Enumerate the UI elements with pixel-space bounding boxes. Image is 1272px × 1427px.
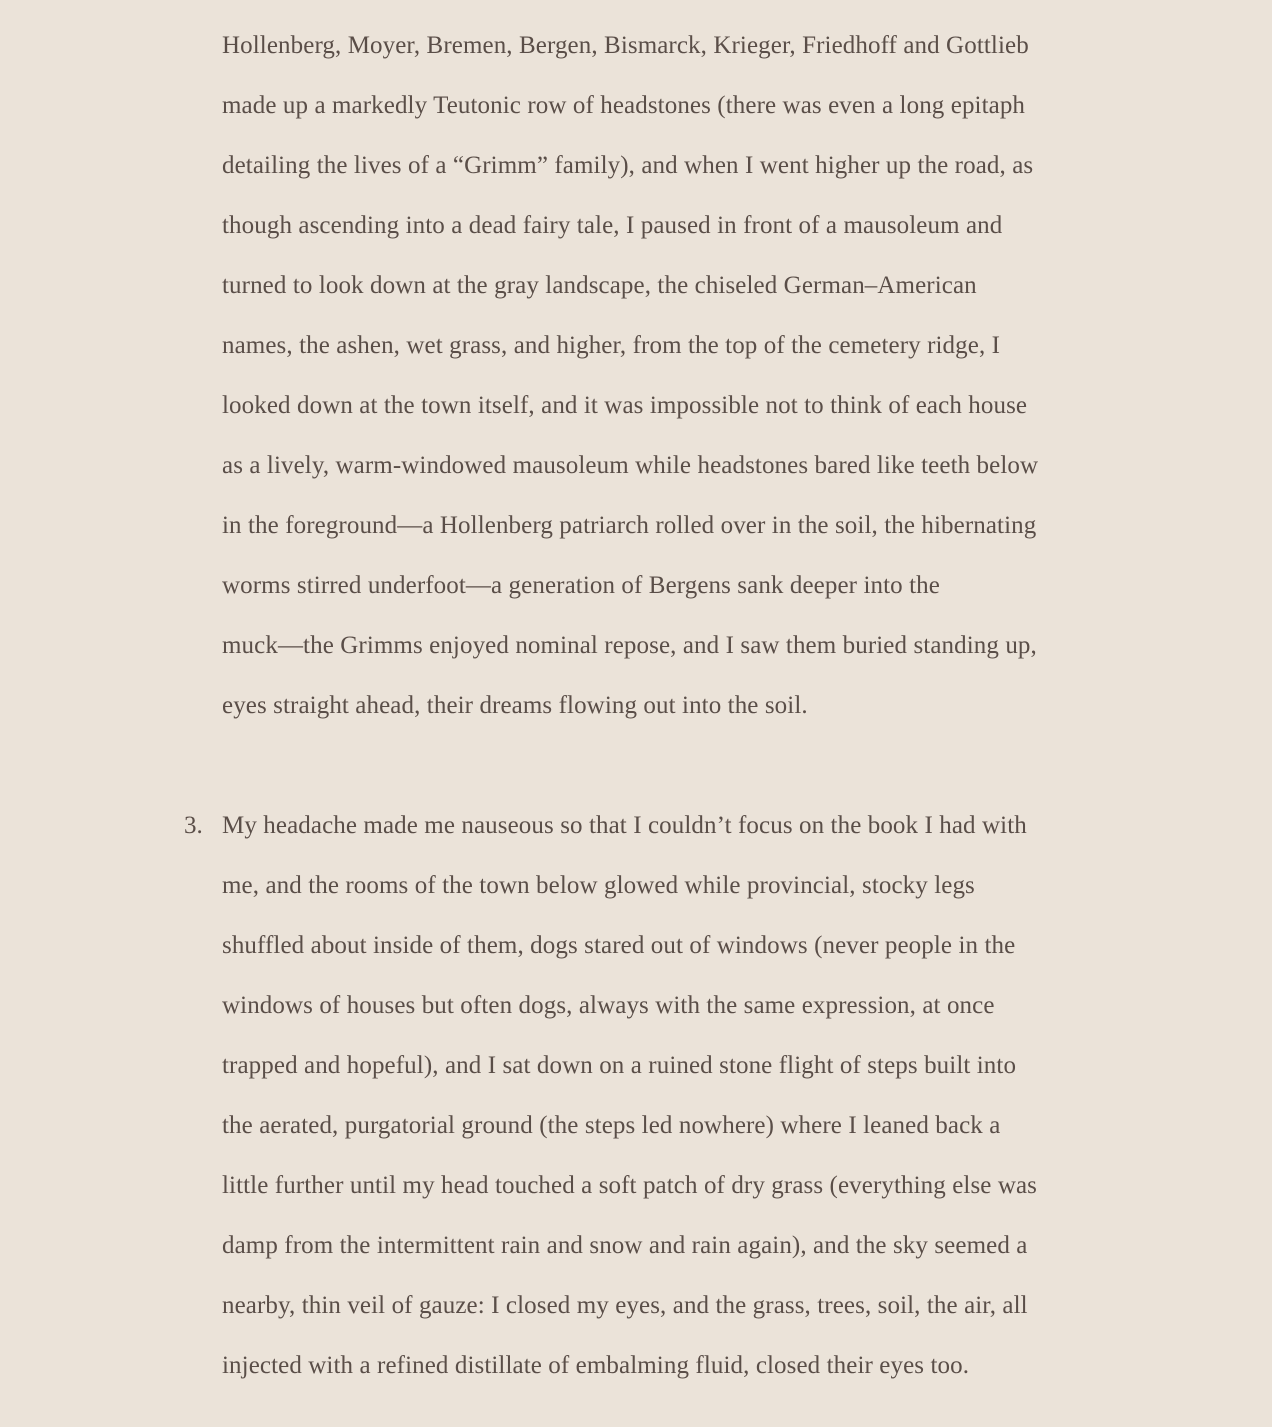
paragraph-line: in the foreground—a Hollenberg patriarch rolled over in the soil, the hibernating [222,512,1037,539]
paragraph-line: shuffled about inside of them, dogs stared out of windows (never people in the [222,932,1016,959]
list-item-number: 3. [184,812,203,839]
paragraph-line: trapped and hopeful), and I sat down on a ruined stone flight of steps built into [222,1052,1017,1079]
paragraph-line: names, the ashen, wet grass, and higher, from the top of the cemetery ridge, I [222,332,1001,359]
paragraph-line: looked down at the town itself, and it was impossible not to think of each house [222,392,1028,419]
paragraph-line: injected with a refined distillate of embalming fluid, closed their eyes too. [222,1352,970,1379]
paragraph-line: the aerated, purgatorial ground (the steps led nowhere) where I leaned back a [222,1112,1001,1139]
paragraph-line: detailing the lives of a “Grimm” family), and when I went higher up the road, as [222,152,1034,179]
paragraph-line: turned to look down at the gray landscape, the chiseled German–American [222,272,977,299]
paragraph-line: worms stirred underfoot—a generation of Bergens sank deeper into the [222,572,940,599]
paragraph-line: Hollenberg, Moyer, Bremen, Bergen, Bismarck, Krieger, Friedhoff and Gottlieb [222,32,1029,59]
paragraph-line: me, and the rooms of the town below glowed while provincial, stocky legs [222,872,975,899]
paragraph-line: little further until my head touched a soft patch of dry grass (everything else was [222,1172,1038,1199]
paragraph-line: damp from the intermittent rain and snow and rain again), and the sky seemed a [222,1232,1028,1259]
paragraph-line: as a lively, warm-windowed mausoleum while headstones bared like teeth below [222,452,1039,479]
paragraph-line: nearby, thin veil of gauze: I closed my eyes, and the grass, trees, soil, the air, all [222,1292,1028,1319]
paragraph-line: eyes straight ahead, their dreams flowing out into the soil. [222,692,808,719]
paragraph-line: windows of houses but often dogs, always with the same expression, at once [222,992,995,1019]
paragraph-line: though ascending into a dead fairy tale, I paused in front of a mausoleum and [222,212,1003,239]
paragraph-line: muck—the Grimms enjoyed nominal repose, and I saw them buried standing up, [222,632,1037,659]
paragraph-line: My headache made me nauseous so that I couldn’t focus on the book I had with [222,812,1027,839]
paragraph-line: made up a markedly Teutonic row of headstones (there was even a long epitaph [222,92,1026,119]
